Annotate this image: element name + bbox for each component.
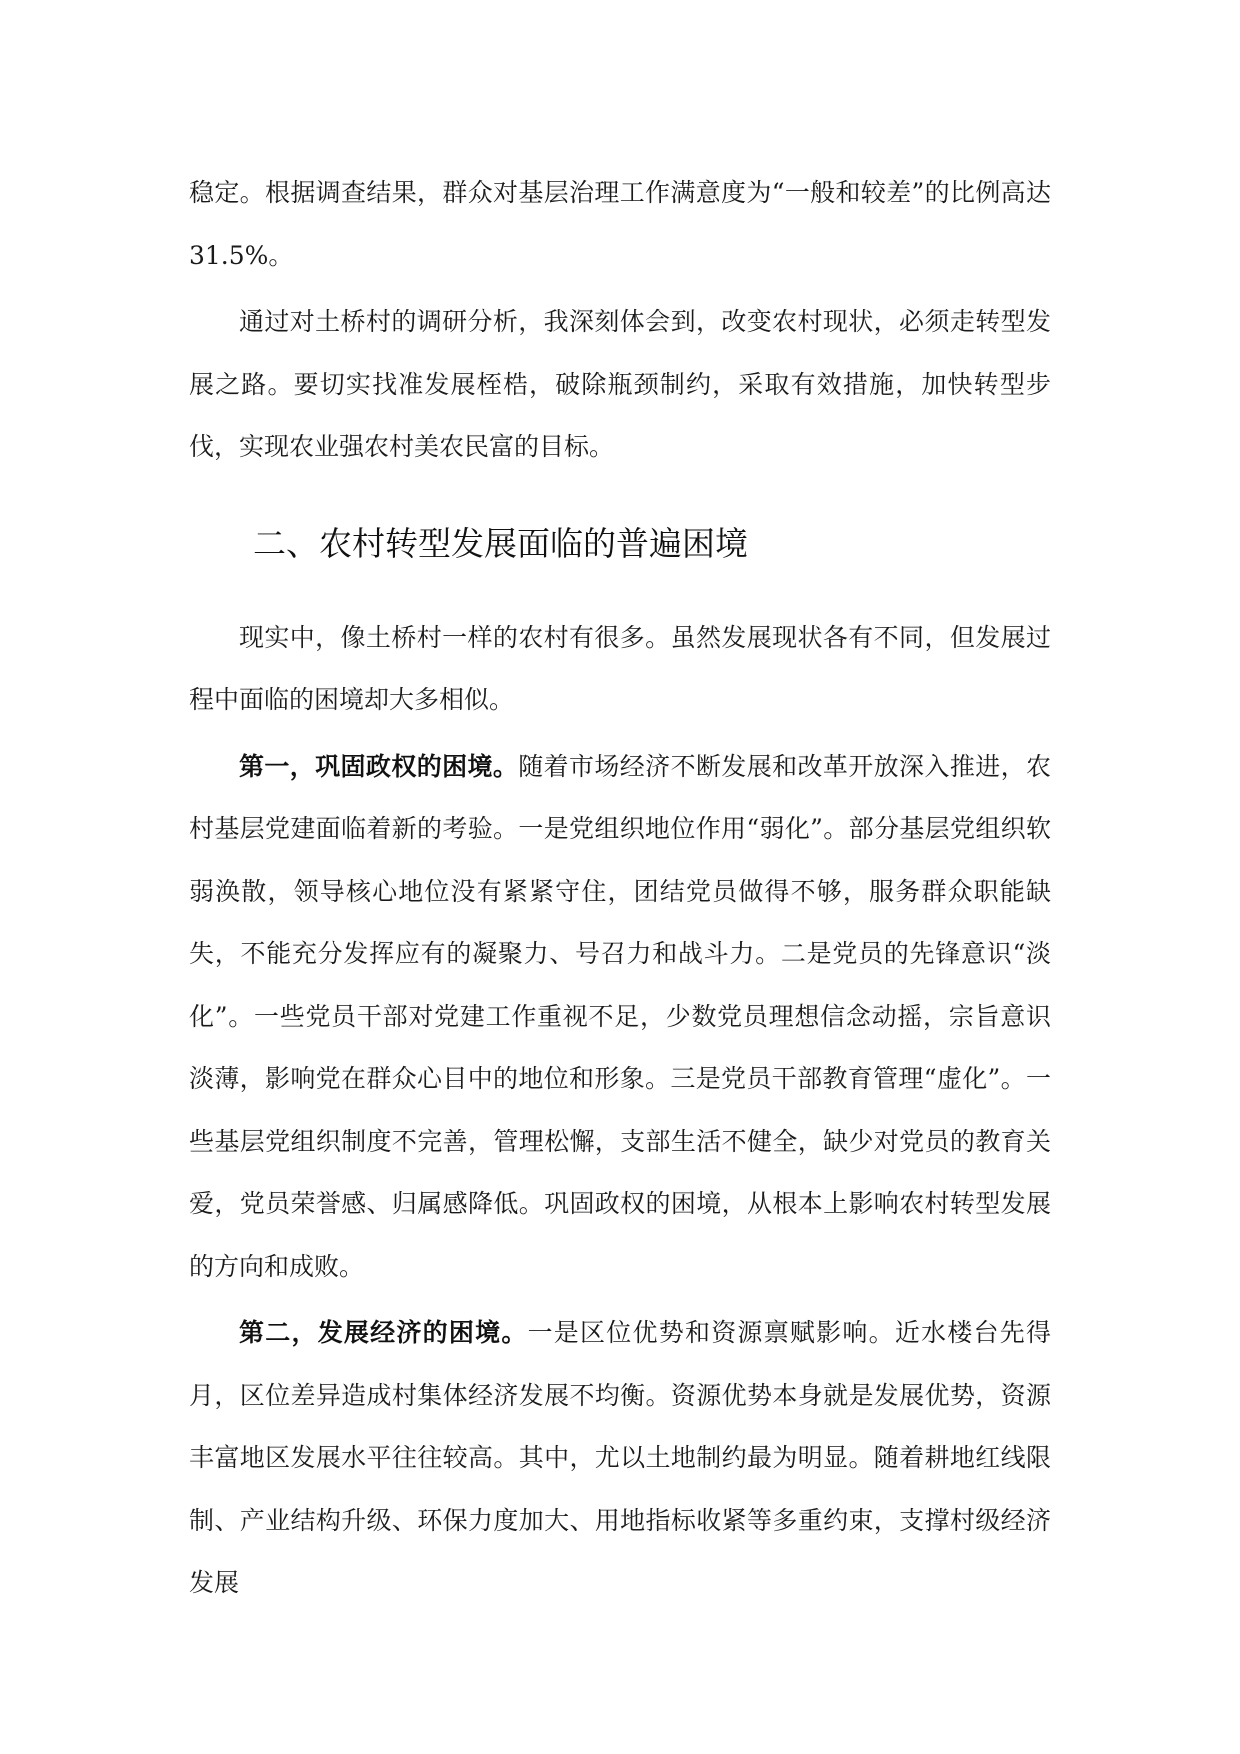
section-heading: 二、农村转型发展面临的普遍困境 bbox=[253, 523, 748, 563]
paragraph-body-first: 随着市场经济不断发展和改革开放深入推进，农村基层党建面临着新的考验。一是党组织地位作用“弱化”。部分基层党组织软弱涣散，领导核心地位没有紧紧守住，团结党员做得不够，服务群众职能缺失，不能充分发挥应有的凝聚力、号召力和战斗力。二是党员的先锋意识“淡化”。一些党员干部对党建工作重视不足，少数党员理想信念动摇，宗旨意识淡薄，影响党在群众心目中的地位和形象。三是党员干部教育管理“虚化”。一些基层党组织制度不完善，管理松懈，支部生活不健全，缺少对党员的教育关爱，党员荣誉感、归属感降低。巩固政权的困境，从根本上影响农村转型发展的方向和成败。 bbox=[189, 751, 1051, 1281]
paragraph-intro: 现实中，像土桥村一样的农村有很多。虽然发展现状各有不同，但发展过程中面临的困境却大多相似。 bbox=[189, 622, 1051, 714]
paragraph-lead-second: 第二，发展经济的困境。 bbox=[239, 1318, 528, 1347]
paragraph-body-second: 一是区位优势和资源禀赋影响。近水楼台先得月，区位差异造成村集体经济发展不均衡。资源优势本身就是发展优势，资源丰富地区发展水平往往较高。其中，尤以土地制约最为明显。随着耕地红线限制、产业结构升级、环保力度加大、用地指标收紧等多重约束，支撑村级经济发展 bbox=[189, 1318, 1051, 1597]
paragraph-second-dilemma bbox=[189, 1302, 1051, 1615]
paragraph-lead-first: 第一，巩固政权的困境。 bbox=[239, 751, 519, 781]
paragraph-first-dilemma bbox=[189, 736, 1051, 1299]
paragraph-conclusion: 通过对土桥村的调研分析，我深刻体会到，改变农村现状，必须走转型发展之路。要切实找准发展桎梏，破除瓶颈制约，采取有效措施，加快转型步伐，实现农业强农村美农民富的目标。 bbox=[189, 307, 1051, 461]
document-body bbox=[189, 162, 1051, 1619]
paragraph-continuation: 稳定。根据调查结果，群众对基层治理工作满意度为“一般和较差”的比例高达31.5%。 bbox=[189, 178, 1051, 270]
